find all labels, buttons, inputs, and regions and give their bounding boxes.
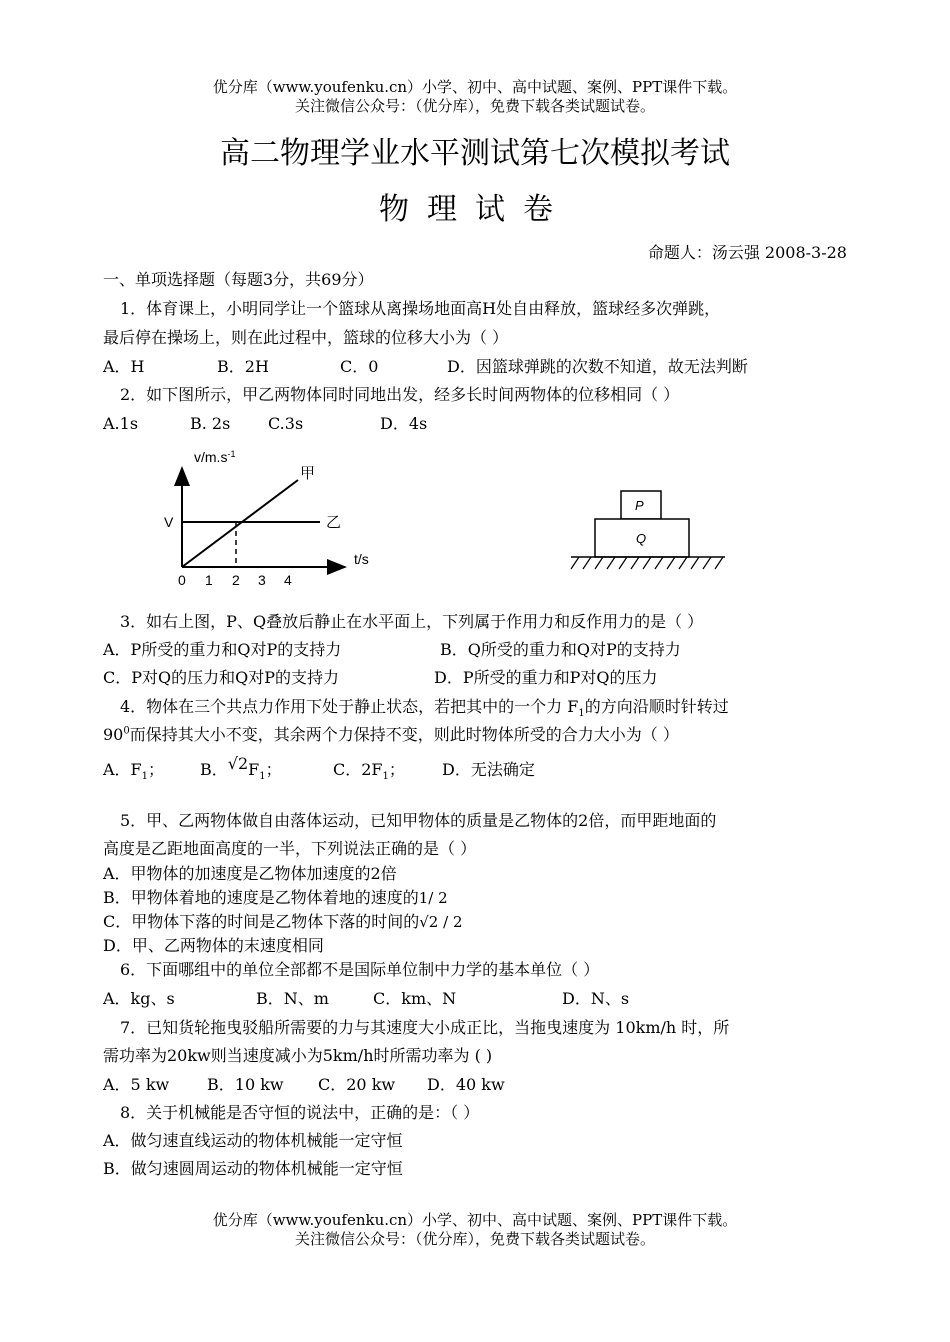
q8-option-b: B．做匀速圆周运动的物体机械能一定守恒	[103, 1159, 403, 1178]
q2-option-d: D．4s	[380, 414, 428, 433]
q4-option-d: D．无法确定	[442, 760, 535, 779]
q5-option-b: B．甲物体着地的速度是乙物体着地的速度的1/ 2	[103, 888, 448, 907]
q1-option-b: B．2H	[217, 357, 269, 376]
q4-option-b: B．$√2F_1$；	[200, 754, 282, 783]
q1-option-c: C．0	[340, 357, 379, 376]
q1-option-d: D．因篮球弹跳的次数不知道，故无法判断	[447, 357, 748, 376]
label-jia: 甲	[300, 465, 316, 482]
author-date: 命题人：汤云强 2008-3-28	[647, 243, 847, 262]
tick-1: 1	[205, 572, 213, 588]
header-line-2: 关注微信公众号：（优分库），免费下载各类试题试卷。	[294, 97, 655, 115]
q7-option-d: D．40 kw	[427, 1075, 505, 1094]
section-heading: 一、单项选择题（每题3分，共69分）	[103, 270, 374, 289]
q3-option-b: B．Q所受的重力和Q对P的支持力	[440, 640, 681, 659]
q3-option-c: C．P对Q的压力和Q对P的支持力	[103, 668, 340, 687]
x-axis-label: t/s	[354, 551, 369, 567]
q7-stem-line1: 7．已知货轮拖曳驳船所需要的力与其速度大小成正比，当拖曳速度为 10km/h 时，所	[120, 1018, 730, 1037]
header-line-1: 优分库（www.youfenku.cn）小学、初中、高中试题、案例、PPT课件下载。	[212, 78, 738, 96]
y-axis-label: $v/m.s^{-1}$	[194, 449, 236, 465]
tick-4: 4	[284, 572, 292, 588]
footer-line-2: 关注微信公众号：（优分库），免费下载各类试题试卷。	[294, 1230, 655, 1248]
q7-option-c: C．20 kw	[318, 1075, 396, 1094]
block-q-label: Q	[636, 531, 647, 546]
q4-option-c: C．$2F_1$；	[333, 760, 405, 783]
q2-option-a: A.1s	[103, 414, 139, 433]
q7-stem-line2: 需功率为20kw则当速度减小为5km/h时所需功率为 ( )	[103, 1046, 493, 1065]
q5-option-d: D．甲、乙两物体的末速度相同	[103, 936, 324, 955]
q3-stem: 3．如右上图，P、Q叠放后静止在水平面上，下列属于作用力和反作用力的是（ ）	[120, 612, 704, 631]
q6-option-a: A．kg、s	[103, 989, 175, 1008]
page-subtitle: 物理试卷	[379, 192, 571, 227]
q6-stem: 6．下面哪组中的单位全部都不是国际单位制中力学的基本单位（ ）	[120, 960, 600, 979]
ground-hatch	[571, 557, 723, 569]
q2-stem: 2．如下图所示，甲乙两物体同时同地出发，经多长时间两物体的位移相同（ ）	[120, 385, 680, 404]
q4-option-a: A．$F_1$；	[103, 760, 165, 783]
q4-stem-line2: $90^0$而保持其大小不变，其余两个力保持不变，则此时物体所受的合力大小为（ ）	[103, 725, 679, 744]
block-p-label: P	[635, 498, 644, 513]
q1-stem-line1: 1．体育课上，小明同学让一个篮球从离操场地面高H处自由释放，篮球经多次弹跳，	[120, 299, 721, 318]
q6-option-d: D．N、s	[562, 989, 630, 1008]
q2-option-c: C.3s	[268, 414, 304, 433]
q5-stem-line1: 5．甲、乙两物体做自由落体运动，已知甲物体的质量是乙物体的2倍，而甲距地面的	[120, 811, 717, 830]
q3-option-d: D．P所受的重力和P对Q的压力	[434, 668, 658, 687]
vt-graph	[150, 440, 390, 590]
q4-stem-line1: 4．物体在三个共点力作用下处于静止状态，若把其中的一个力 $F_1$的方向沿顺时针转过	[120, 697, 729, 720]
v-label: V	[164, 514, 174, 530]
q6-option-c: C．km、N	[373, 989, 457, 1008]
q3-option-a: A．P所受的重力和Q对P的支持力	[103, 640, 342, 659]
label-yi: 乙	[326, 514, 342, 531]
q7-option-a: A．5 kw	[103, 1075, 170, 1094]
blocks-diagram	[565, 485, 735, 575]
q1-option-a: A．H	[103, 357, 145, 376]
q1-stem-line2: 最后停在操场上，则在此过程中，篮球的位移大小为（ ）	[103, 328, 509, 347]
tick-0: 0	[178, 572, 186, 588]
q8-option-a: A．做匀速直线运动的物体机械能一定守恒	[103, 1131, 403, 1150]
q5-option-c: C．甲物体下落的时间是乙物体下落的时间的√2 / 2	[103, 912, 463, 931]
q7-option-b: B．10 kw	[207, 1075, 284, 1094]
q2-option-b: B. 2s	[190, 414, 231, 433]
tick-3: 3	[258, 572, 266, 588]
tick-2: 2	[232, 572, 240, 588]
q6-option-b: B．N、m	[256, 989, 329, 1008]
q8-stem: 8．关于机械能是否守恒的说法中，正确的是：（ ）	[120, 1103, 480, 1122]
footer-line-1: 优分库（www.youfenku.cn）小学、初中、高中试题、案例、PPT课件下载。	[212, 1211, 738, 1229]
q5-stem-line2: 高度是乙距地面高度的一半，下列说法正确的是（ ）	[103, 839, 477, 858]
q5-option-a: A．甲物体的加速度是乙物体加速度的2倍	[103, 864, 397, 883]
line-jia	[182, 480, 298, 567]
page-title: 高二物理学业水平测试第七次模拟考试	[220, 136, 730, 171]
